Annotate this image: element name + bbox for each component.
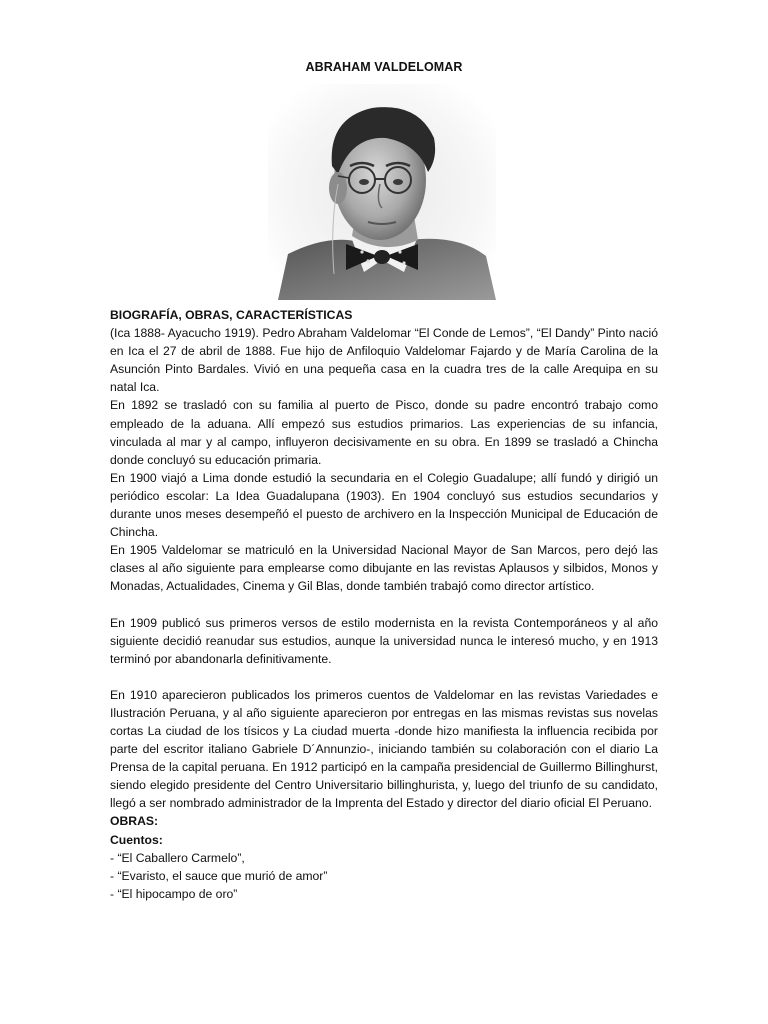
document-title: ABRAHAM VALDELOMAR (305, 60, 463, 74)
paragraph: En 1909 publicó sus primeros versos de estilo modernista en la revista Contemporáneos y al año siguiente decidió reanudar sus estudios, aunque la universidad nunca le interesó mucho, y en 1913 terminó por abandonarla definitivamente. (110, 615, 658, 666)
paragraph: En 1910 aparecieron publicados los primeros cuentos de Valdelomar en las revistas Variedades e Ilustración Peruana, y al año siguiente aparecieron por entregas en las mismas revistas sus novelas cortas La ciudad de los tísicos y La ciudad muerta -donde hizo manifiesta la influencia recibida por parte del escritor italiano Gabriele D´Annunzio-, iniciando también su colaboración con el diario La Prensa de la capital peruana. En 1912 participó en la campaña presidencial de Guillermo Billinghurst, siendo elegido presidente del Centro Universitario billinghurista, y, luego del triunfo de su candidato, llegó a ser nombrado administrador de la Imprenta del Estado y director del diario oficial El Peruano. (110, 687, 658, 811)
list-item: - “Evaristo, el sauce que murió de amor” (110, 868, 328, 883)
portrait-photo (268, 84, 496, 300)
list-item: - “El hipocampo de oro” (110, 886, 238, 901)
biography-text (110, 306, 658, 903)
paragraph: En 1892 se trasladó con su familia al puerto de Pisco, donde su padre encontró trabajo como empleado de la aduana. Allí empezó sus estudios primarios. Las experiencias de su infancia, vinculada al mar y al campo, influyeron decisivamente en su obra. En 1899 se trasladó a Chincha donde concluyó su educación primaria. (110, 398, 658, 467)
works-heading: OBRAS: (110, 814, 159, 829)
paragraph: En 1905 Valdelomar se matriculó en la Universidad Nacional Mayor de San Marcos, pero dejó las clases al año siguiente para emplearse como dibujante en las revistas Aplausos y silbidos, Monos y Monadas, Actualidades, Cinema y Gil Blas, donde también trabajó como director artístico. (110, 543, 658, 594)
list-item: - “El Caballero Carmelo”, (110, 850, 245, 865)
section-heading: BIOGRAFÍA, OBRAS, CARACTERÍSTICAS (110, 308, 353, 322)
stories-heading: Cuentos: (110, 832, 163, 847)
paragraph: (Ica 1888- Ayacucho 1919). Pedro Abraham Valdelomar “El Conde de Lemos”, “El Dandy” Pinto nació en Ica el 27 de abril de 1888. Fue hijo de Anfiloquio Valdelomar Fajardo y de María Carolina de la Asunción Pinto Bardales. Vivió en una pequeña casa en la cuadra tres de la calle Arequipa en su natal Ica. (110, 326, 658, 395)
paragraph: En 1900 viajó a Lima donde estudió la secundaria en el Colegio Guadalupe; allí fundó y dirigió un periódico escolar: La Idea Guadalupana (1903). En 1904 concluyó sus estudios secundarios y durante unos meses desempeñó el puesto de archivero en la Inspección Municipal de Educación de Chincha. (110, 470, 658, 540)
